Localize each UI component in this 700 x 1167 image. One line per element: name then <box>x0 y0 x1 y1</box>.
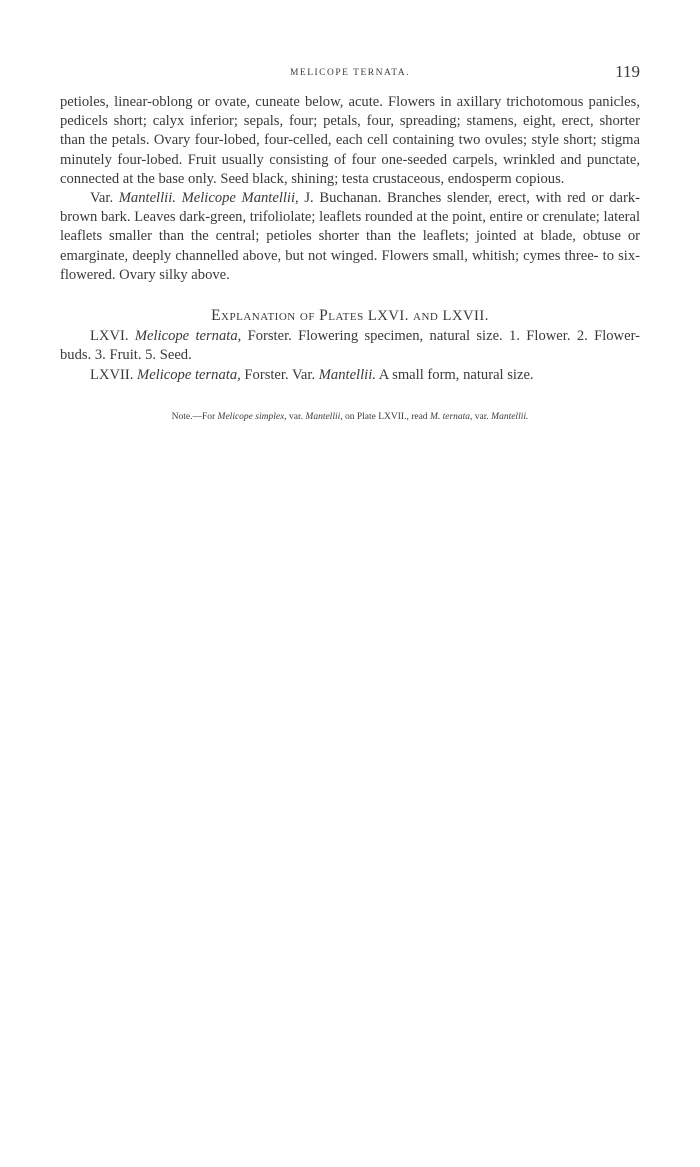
variety-paragraph <box>60 189 640 285</box>
plate-species: Melicope ternata, <box>137 366 241 383</box>
plate-author: Forster. Var. <box>240 366 319 383</box>
footnote: Note.—For Melicope simplex, var. Mantellii, on Plate LXVII., read M. ternata, var. Mantellii. <box>171 411 529 422</box>
running-title: MELICOPE TERNATA. <box>289 68 411 78</box>
plate-number: LXVI. <box>90 328 129 345</box>
variety-name: Mantellii. <box>118 190 176 207</box>
plate-caption-text: Forster. Flowering specimen, natural size. 1. Flower. 2. Flower-buds. 3. Fruit. 5. Seed. <box>60 328 640 364</box>
page-content <box>60 93 640 427</box>
plate-lxvii-caption <box>60 366 640 385</box>
plate-variety: Mantellii. <box>318 366 376 383</box>
variety-synonym: Melicope Mantellii, <box>181 190 299 207</box>
note-label: Note. <box>171 411 193 422</box>
plate-number: LXVII. <box>90 366 134 383</box>
plate-caption-text: A small form, natural size. <box>375 366 534 383</box>
explanation-heading: EXPLANATION OF PLATES LXVI. AND LXVII. <box>211 307 489 325</box>
description-paragraph: petioles, linear-oblong or ovate, cuneate below, acute. Flowers in axillary trichotomous panicles, pedicels short; calyx inferior; sepals, four; petals, four, spreading; stamens, eight, erect, shorter than the petals. Ovary four-lobed, four-celled, each cell containing two ovules; style short; stigma minutely four-lobed. Fruit usually consisting of four one-seeded carpels, wrinkled and punctate, connected at the base only. Seed black, shining; testa crustaceous, endosperm copious. <box>60 94 640 187</box>
page-number: 119 <box>615 62 640 81</box>
variety-prefix: Var. <box>90 190 119 207</box>
plate-species: Melicope ternata, <box>134 328 242 345</box>
variety-author: J. Buchanan. <box>298 190 382 207</box>
plate-lxvi-caption <box>60 327 640 365</box>
page-header <box>60 62 640 86</box>
variety-text: Branches slender, erect, with red or dark-brown bark. Leaves dark-green, trifoliolate; leaflets rounded at the point, entire or crenulate; lateral leaflets smaller than the central; petioles shorter than the leaflets; jointed at blade, obtuse or emarginate, deeply channelled above, but not winged. Flowers small, whitish; cymes three- to six-flowered. Ovary silky above. <box>60 190 640 283</box>
